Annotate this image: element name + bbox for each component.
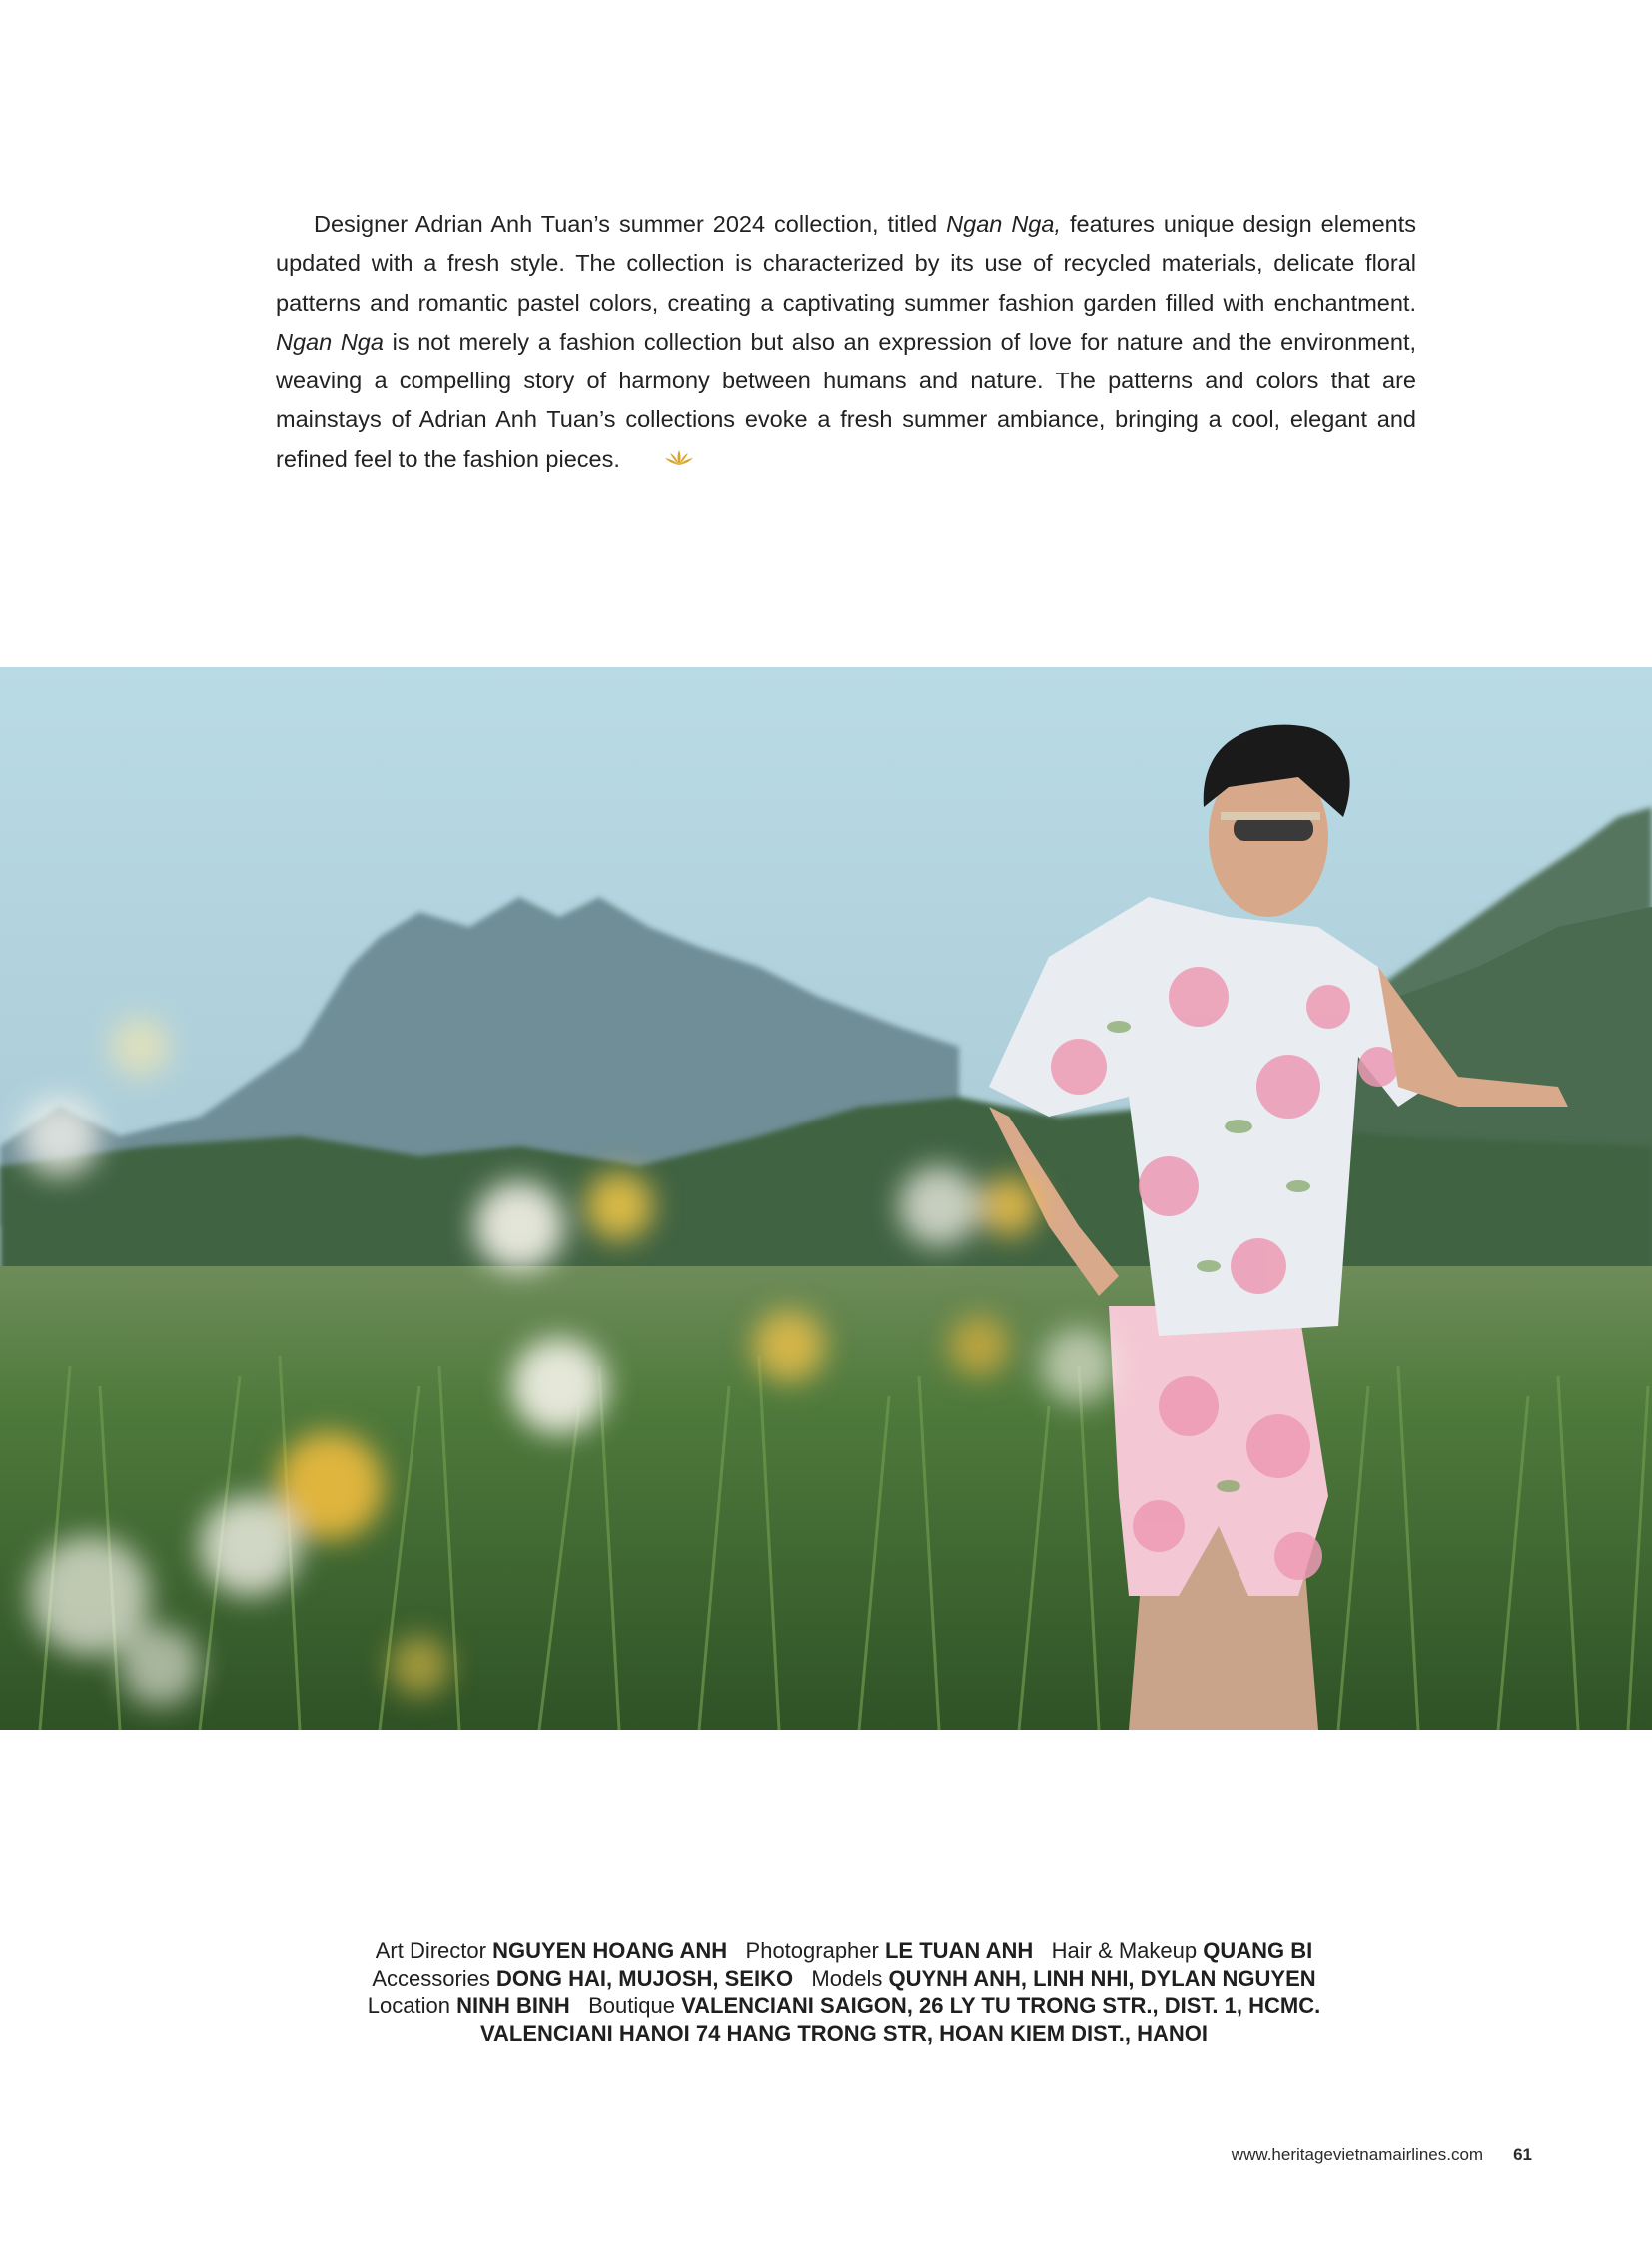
- article-paragraph: [276, 205, 1416, 480]
- page-number: 61: [1513, 2145, 1532, 2164]
- models-label: Models: [811, 1965, 883, 1991]
- boutique-name-2: VALENCIANI HANOI 74 HANG TRONG STR, HOAN KIEM DIST., HANOI: [479, 2020, 1209, 2046]
- credits-row-2: [0, 1965, 1652, 1993]
- models-names: QUYNH ANH, LINH NHI, DYLAN NGUYEN: [888, 1965, 1316, 1991]
- fashion-photo: [0, 667, 1652, 1730]
- location-name: NINH BINH: [456, 1993, 570, 2019]
- credits-row-1: [0, 1937, 1652, 1965]
- boutique-label: Boutique: [588, 1993, 675, 2019]
- website-url: www.heritagevietnamairlines.com: [1231, 2145, 1484, 2164]
- lotus-icon: [626, 441, 694, 480]
- photographer-label: Photographer: [745, 1938, 879, 1963]
- page-footer: [1232, 2145, 1532, 2165]
- accessories-names: DONG HAI, MUJOSH, SEIKO: [496, 1965, 794, 1991]
- hair-makeup-name: QUANG BI: [1203, 1938, 1313, 1963]
- art-director-name: NGUYEN HOANG ANH: [492, 1938, 728, 1963]
- boutique-name: VALENCIANI SAIGON, 26 LY TU TRONG STR., DIST. 1, HCMC.: [681, 1993, 1321, 2019]
- accessories-label: Accessories: [372, 1965, 490, 1991]
- collection-name-italic-2: Ngan Nga: [276, 328, 384, 355]
- photographer-name: LE TUAN ANH: [884, 1938, 1034, 1963]
- credits-row-3: [0, 1992, 1652, 2020]
- paragraph-text-3: is not merely a fashion collection but also an expression of love for nature and the environment, weaving a compelling story of harmony between humans and nature. The patterns and colors that are mainstays of Adrian Anh Tuan’s collections evoke a fresh summer ambiance, bringing a cool, elegant and refined feel to the fashion pieces.: [276, 328, 1417, 472]
- hair-makeup-label: Hair & Makeup: [1051, 1938, 1198, 1963]
- paragraph-text-2: features unique design elements updated with a fresh style. The collection is characterized by its use of recycled materials, delicate floral patterns and romantic pastel colors, creating a captivating summer fashion garden filled with enchantment.: [276, 211, 1417, 316]
- credits-row-4: [0, 2020, 1652, 2048]
- collection-name-italic: Ngan Nga,: [946, 211, 1061, 237]
- photo-credits: [0, 1937, 1652, 2047]
- paragraph-text-1: Designer Adrian Anh Tuan’s summer 2024 collection, titled: [314, 211, 947, 237]
- location-label: Location: [367, 1993, 450, 2019]
- art-director-label: Art Director: [375, 1938, 486, 1963]
